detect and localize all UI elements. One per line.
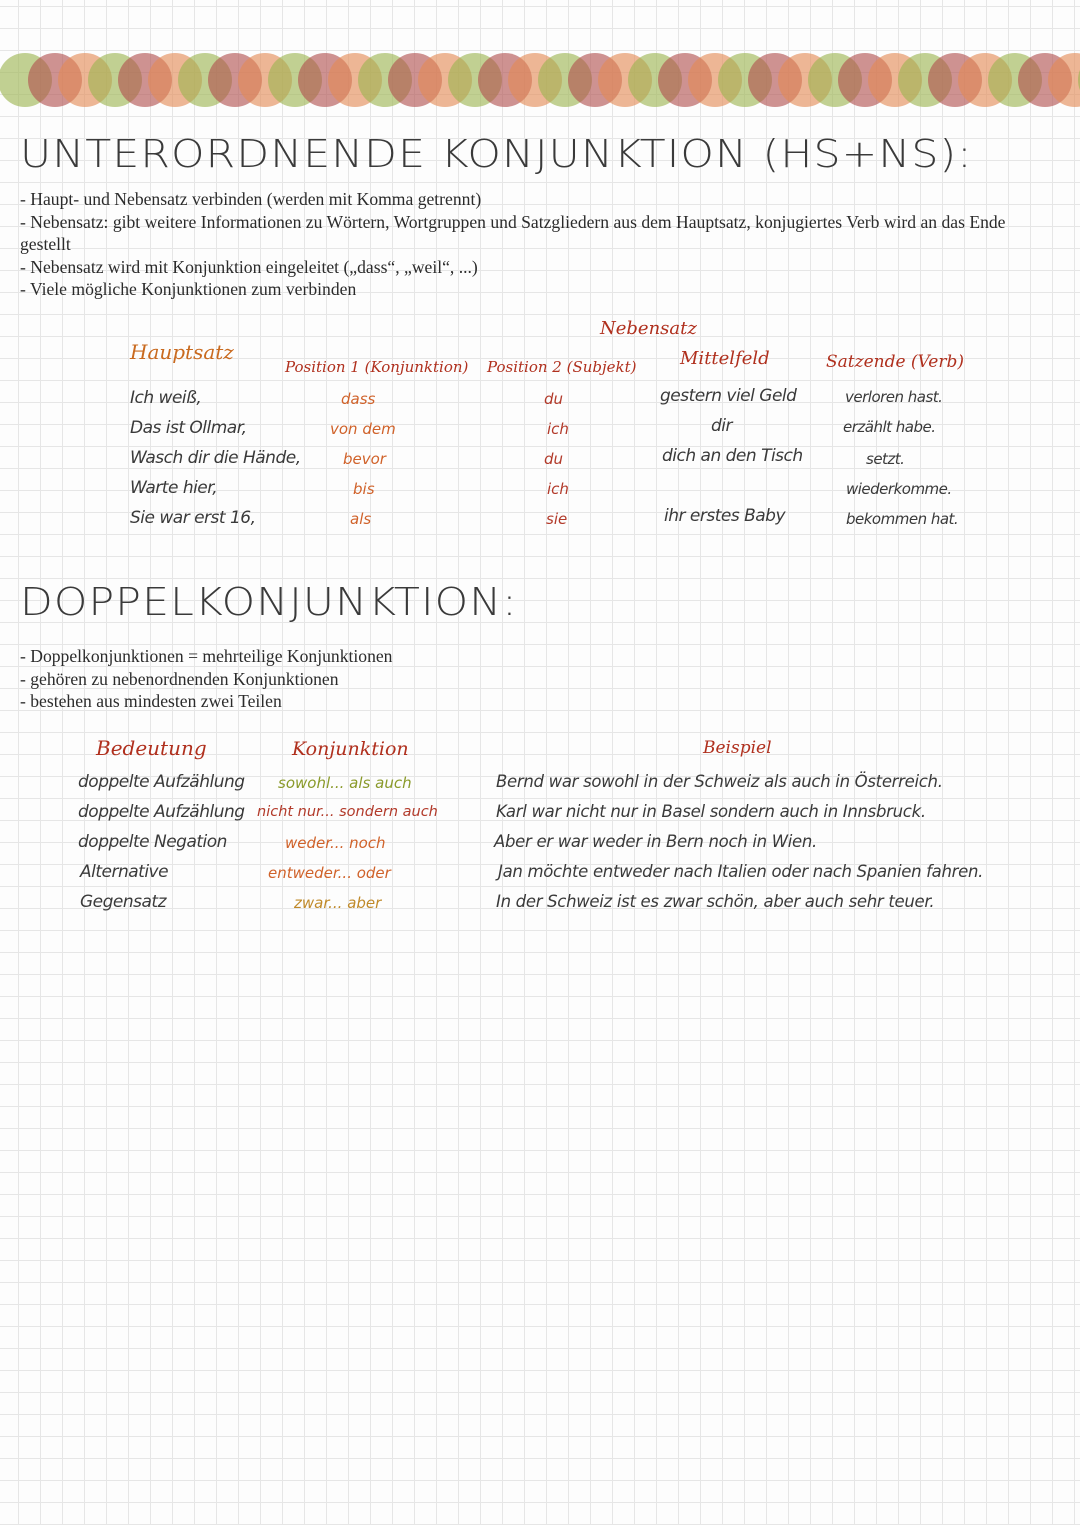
bullet-item: - gehören zu nebenordnenden Konjunktionen <box>20 668 339 689</box>
cell-position-2: du <box>544 450 564 468</box>
cell-konjunktion: nicht nur... sondern auch <box>257 804 438 820</box>
cell-konjunktion: weder... noch <box>285 834 386 852</box>
cell-position-1: dass <box>341 390 376 408</box>
header-position-1: Position 1 (Konjunktion) <box>285 358 469 376</box>
cell-hauptsatz: Sie war erst 16, <box>130 508 256 528</box>
cell-mittelfeld: dich an den Tisch <box>662 446 803 466</box>
header-mittelfeld: Mittelfeld <box>680 348 770 369</box>
bullet-item: - Viele mögliche Konjunktionen zum verbinden <box>20 279 357 299</box>
section2-bullet-list <box>20 645 1060 713</box>
cell-satzende: wiederkomme. <box>846 480 952 498</box>
cell-beispiel: Bernd war sowohl in der Schweiz als auch in Österreich. <box>496 772 943 791</box>
cell-position-1: von dem <box>330 420 396 438</box>
header-hauptsatz: Hauptsatz <box>130 340 234 364</box>
cell-position-1: als <box>350 510 372 528</box>
header-konjunktion: Konjunktion <box>292 738 409 760</box>
cell-hauptsatz: Wasch dir die Hände, <box>130 448 301 468</box>
cell-bedeutung: doppelte Negation <box>78 832 227 852</box>
bullet-item: - Haupt- und Nebensatz verbinden (werden mit Komma getrennt) <box>20 189 482 209</box>
header-beispiel: Beispiel <box>703 738 772 758</box>
cell-hauptsatz: Warte hier, <box>130 478 218 498</box>
cell-konjunktion: entweder... oder <box>268 864 391 882</box>
cell-bedeutung: doppelte Aufzählung <box>78 802 245 822</box>
cell-hauptsatz: Ich weiß, <box>130 388 202 408</box>
cell-beispiel: Karl war nicht nur in Basel sondern auch in Innsbruck. <box>496 802 926 821</box>
cell-satzende: verloren hast. <box>845 388 943 406</box>
header-satzende: Satzende (Verb) <box>826 352 964 372</box>
cell-hauptsatz: Das ist Ollmar, <box>130 418 247 438</box>
cell-mittelfeld: dir <box>711 416 733 436</box>
cell-mittelfeld: gestern viel Geld <box>660 386 797 406</box>
cell-position-1: bevor <box>343 450 386 468</box>
header-nebensatz: Nebensatz <box>600 318 697 339</box>
cell-beispiel: In der Schweiz ist es zwar schön, aber auch sehr teuer. <box>496 892 935 911</box>
decorative-dot-border <box>0 53 1080 107</box>
section-title-doppelkonjunktion: DOPPELKONJUNKTION: <box>20 580 518 624</box>
cell-konjunktion: zwar... aber <box>294 894 382 912</box>
cell-position-2: ich <box>547 480 569 498</box>
cell-position-2: du <box>544 390 564 408</box>
cell-position-2: sie <box>546 510 568 528</box>
cell-beispiel: Aber er war weder in Bern noch in Wien. <box>494 832 817 851</box>
cell-konjunktion: sowohl... als auch <box>278 774 412 792</box>
bullet-item: - Doppelkonjunktionen = mehrteilige Konjunktionen <box>20 646 393 666</box>
cell-beispiel: Jan möchte entweder nach Italien oder nach Spanien fahren. <box>498 862 984 881</box>
cell-bedeutung: Alternative <box>80 862 169 882</box>
header-position-2: Position 2 (Subjekt) <box>487 358 637 376</box>
section-title-unterordnende-konjunktion: UNTERORDNENDE KONJUNKTION (HS+NS): <box>20 132 973 176</box>
cell-mittelfeld: ihr erstes Baby <box>664 506 786 526</box>
header-bedeutung: Bedeutung <box>96 736 207 760</box>
cell-satzende: erzählt habe. <box>843 418 936 436</box>
bullet-item: - Nebensatz wird mit Konjunktion eingeleitet („dass“, „weil“, ...) <box>20 256 478 277</box>
bullet-item: - Nebensatz: gibt weitere Informationen zu Wörtern, Wortgruppen und Satzgliedern aus dem Hauptsatz, konjugiertes Verb wird an das Ende gestellt <box>20 211 1006 254</box>
section1-bullet-list <box>20 188 1060 301</box>
bullet-item: - bestehen aus mindesten zwei Teilen <box>20 691 282 711</box>
cell-satzende: bekommen hat. <box>846 510 959 528</box>
cell-position-2: ich <box>547 420 569 438</box>
cell-bedeutung: Gegensatz <box>80 892 167 912</box>
cell-position-1: bis <box>353 480 375 498</box>
cell-bedeutung: doppelte Aufzählung <box>78 772 245 792</box>
cell-satzende: setzt. <box>866 450 905 468</box>
